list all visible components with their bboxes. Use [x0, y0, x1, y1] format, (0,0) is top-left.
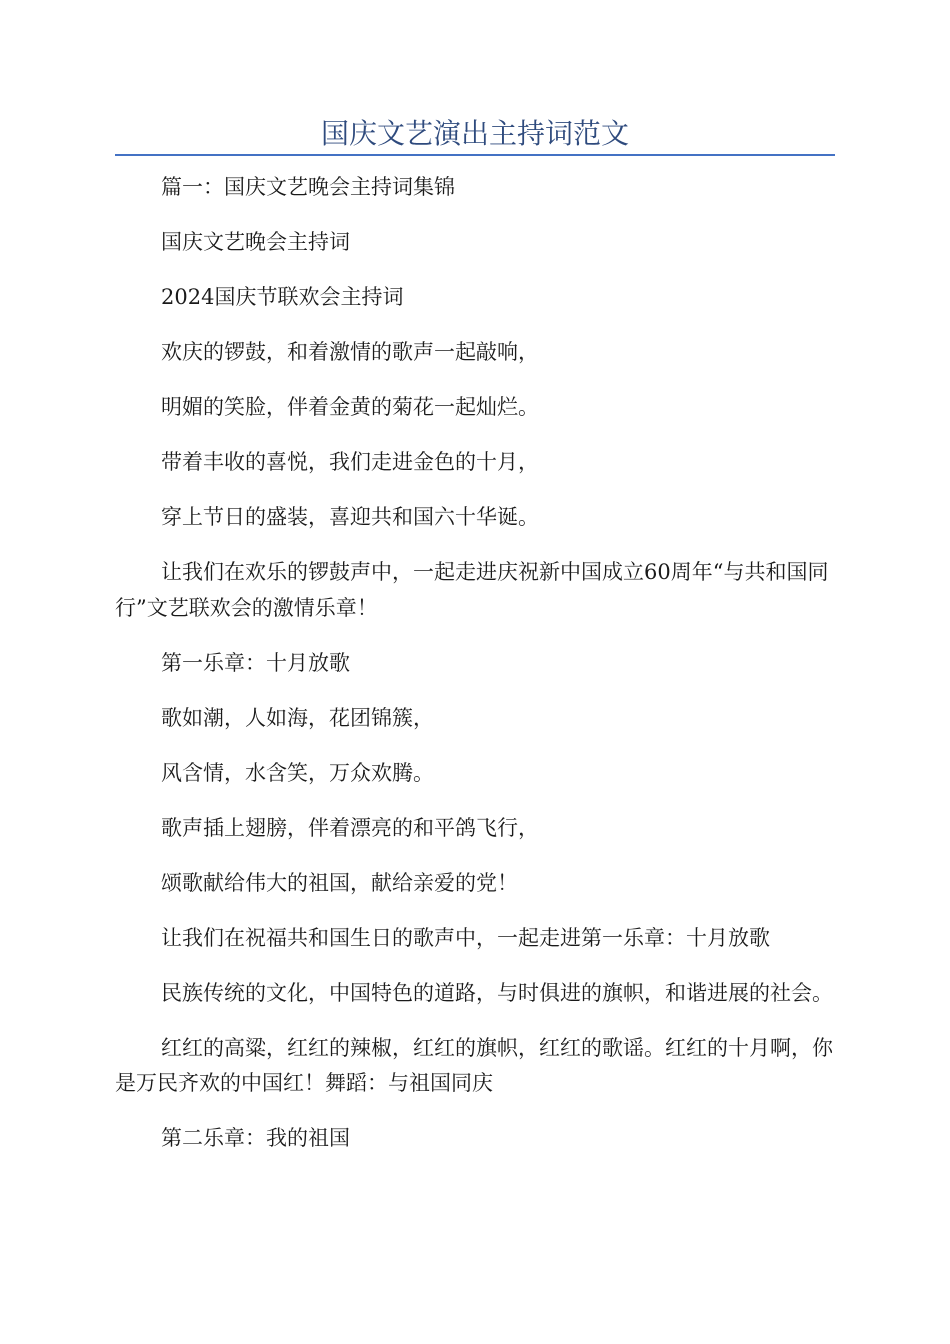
paragraph: 让我们在欢乐的锣鼓声中，一起走进庆祝新中国成立60周年“与共和国同行”文艺联欢会的激情乐章！	[115, 560, 829, 620]
paragraph: 第一乐章：十月放歌	[161, 650, 350, 675]
paragraph: 风含情，水含笑，万众欢腾。	[161, 760, 434, 785]
paragraph: 2024国庆节联欢会主持词	[161, 285, 404, 309]
paragraph: 民族传统的文化，中国特色的道路，与时俱进的旗帜，和谐进展的社会。	[161, 980, 833, 1005]
paragraph: 让我们在祝福共和国生日的歌声中，一起走进第一乐章：十月放歌	[161, 925, 770, 950]
paragraph: 颂歌献给伟大的祖国，献给亲爱的党！	[161, 870, 518, 895]
paragraph: 欢庆的锣鼓，和着激情的歌声一起敲响，	[161, 340, 539, 364]
paragraph: 国庆文艺晚会主持词	[161, 230, 350, 254]
paragraph: 带着丰收的喜悦，我们走进金色的十月，	[161, 450, 539, 474]
paragraph: 第二乐章：我的祖国	[161, 1126, 350, 1150]
paragraph: 篇一：国庆文艺晚会主持词集锦	[161, 175, 455, 199]
paragraph: 明媚的笑脸，伴着金黄的菊花一起灿烂。	[161, 395, 539, 419]
paragraph: 穿上节日的盛装，喜迎共和国六十华诞。	[161, 505, 539, 529]
document-title: 国庆文艺演出主持词范文	[115, 112, 835, 156]
paragraph: 歌如潮，人如海，花团锦簇，	[161, 705, 434, 730]
document-body	[115, 170, 835, 1176]
paragraph: 歌声插上翅膀，伴着漂亮的和平鸽飞行，	[161, 815, 539, 840]
paragraph: 红红的高粱，红红的辣椒，红红的旗帜，红红的歌谣。红红的十月啊，你是万民齐欢的中国红！舞蹈：与祖国同庆	[115, 1035, 833, 1095]
